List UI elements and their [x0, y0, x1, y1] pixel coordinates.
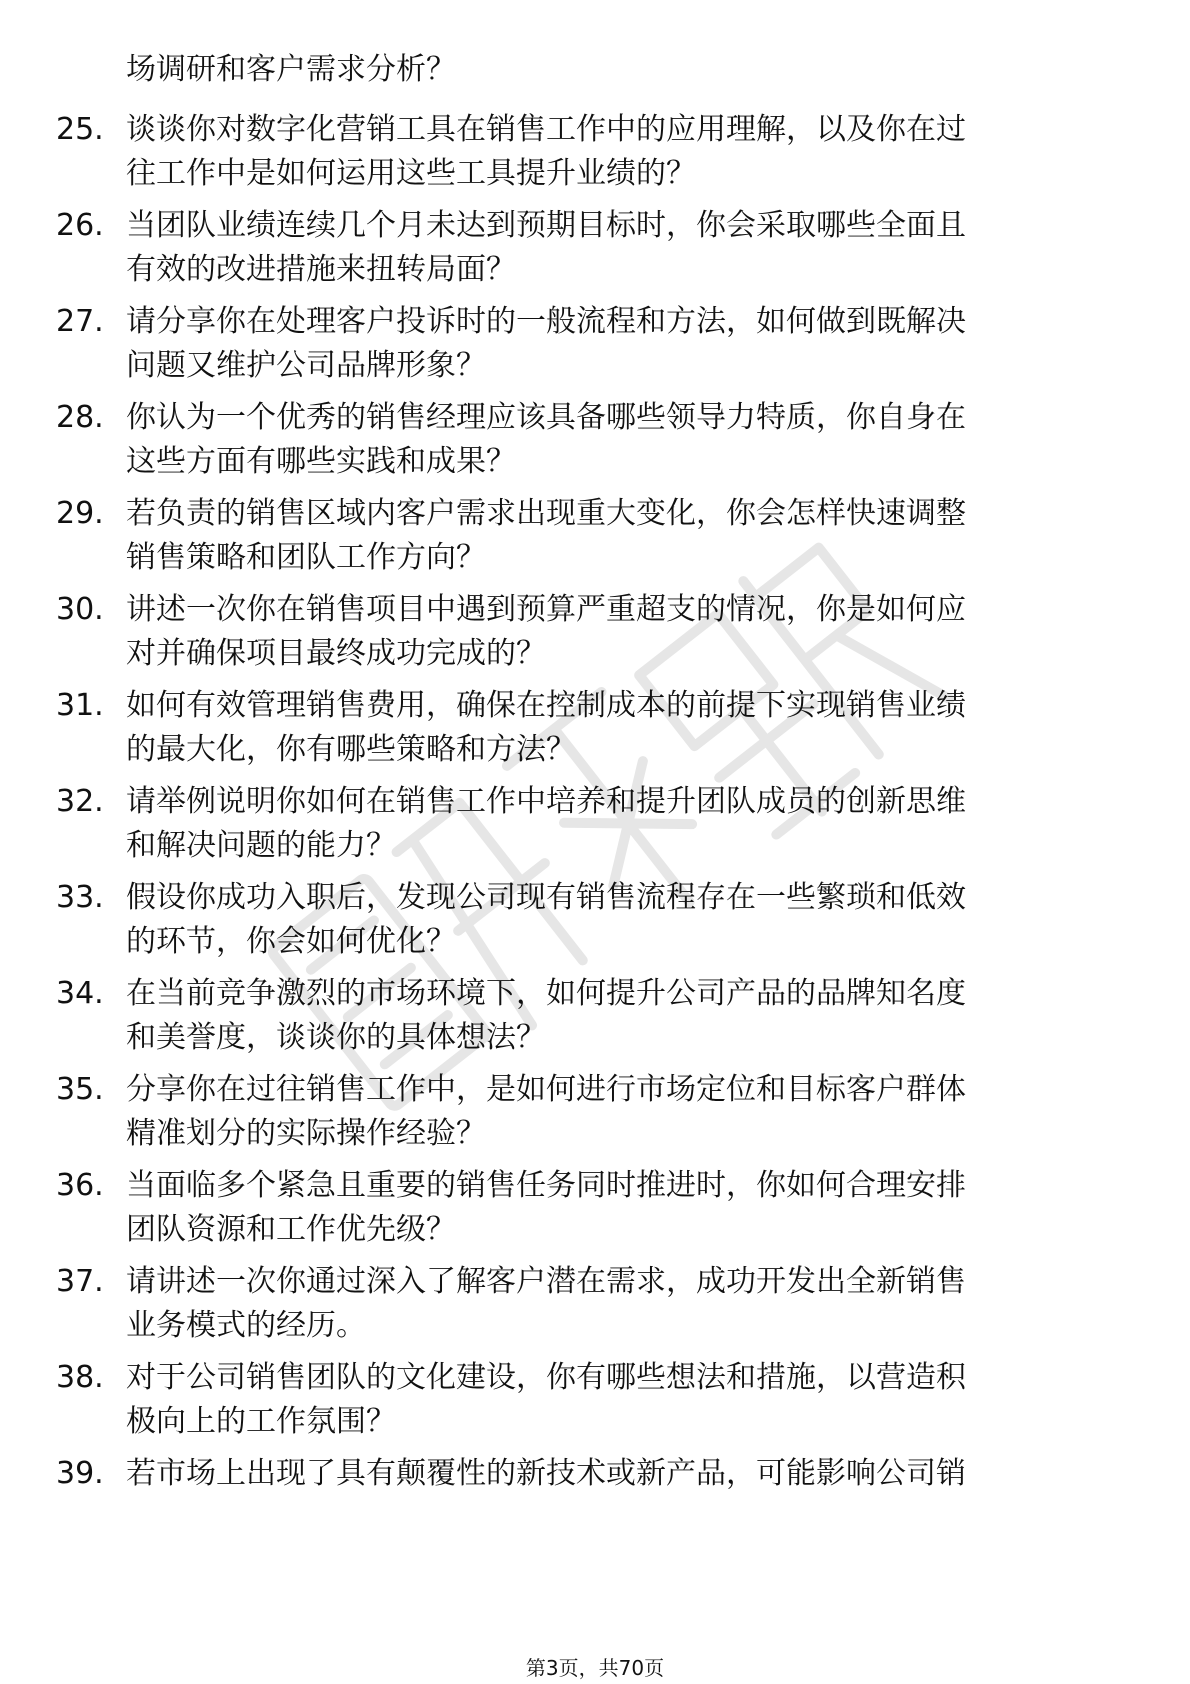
question-number: 37.: [56, 1264, 104, 1299]
question-text-line: 当面临多个紧急且重要的销售任务同时推进时，你如何合理安排: [126, 1168, 966, 1203]
question-text-line: 极向上的工作氛围？: [126, 1404, 396, 1439]
question-item: [0, 300, 1190, 396]
question-text-line: 和解决问题的能力？: [126, 828, 396, 863]
question-text-line: 请举例说明你如何在销售工作中培养和提升团队成员的创新思维: [126, 784, 966, 819]
question-text-line: 往工作中是如何运用这些工具提升业绩的？: [126, 156, 696, 191]
question-number: 27.: [56, 304, 104, 339]
question-number: 29.: [56, 496, 104, 531]
continuation-text: 场调研和客户需求分析？: [126, 52, 456, 87]
question-text-line: 当团队业绩连续几个月未达到预期目标时，你会采取哪些全面且: [126, 208, 966, 243]
question-text-line: 讲述一次你在销售项目中遇到预算严重超支的情况，你是如何应: [126, 592, 966, 627]
question-text-line: 有效的改进措施来扭转局面？: [126, 252, 516, 287]
question-number: 25.: [56, 112, 104, 147]
question-text-line: 业务模式的经历。: [126, 1308, 366, 1343]
question-item: [0, 972, 1190, 1068]
question-item: [0, 876, 1190, 972]
question-text-line: 问题又维护公司品牌形象？: [126, 348, 486, 383]
question-text-line: 的环节，你会如何优化？: [126, 924, 456, 959]
question-item: [0, 204, 1190, 300]
question-text-line: 若负责的销售区域内客户需求出现重大变化，你会怎样快速调整: [126, 496, 966, 531]
question-number: 32.: [56, 784, 104, 819]
question-item: [0, 1452, 1190, 1548]
question-item: [0, 1068, 1190, 1164]
question-text-line: 假设你成功入职后，发现公司现有销售流程存在一些繁琐和低效: [126, 880, 966, 915]
page-footer: 第3页，共70页: [525, 1656, 665, 1680]
question-item: [0, 780, 1190, 876]
question-item: [0, 1164, 1190, 1260]
question-number: 34.: [56, 976, 104, 1011]
question-item: [0, 396, 1190, 492]
question-item: [0, 588, 1190, 684]
question-number: 28.: [56, 400, 104, 435]
question-number: 30.: [56, 592, 104, 627]
question-number: 33.: [56, 880, 104, 915]
question-text-line: 的最大化，你有哪些策略和方法？: [126, 732, 576, 767]
question-item: [0, 108, 1190, 204]
question-item: [0, 1260, 1190, 1356]
question-text-line: 这些方面有哪些实践和成果？: [126, 444, 516, 479]
question-text-line: 谈谈你对数字化营销工具在销售工作中的应用理解，以及你在过: [126, 112, 966, 147]
question-number: 38.: [56, 1360, 104, 1395]
question-number: 35.: [56, 1072, 104, 1107]
question-item: [0, 492, 1190, 588]
question-text-line: 请分享你在处理客户投诉时的一般流程和方法，如何做到既解决: [126, 304, 966, 339]
question-text-line: 精准划分的实际操作经验？: [126, 1116, 486, 1151]
question-text-line: 团队资源和工作优先级？: [126, 1212, 456, 1247]
question-text-line: 对并确保项目最终成功完成的？: [126, 636, 546, 671]
question-text-line: 和美誉度，谈谈你的具体想法？: [126, 1020, 546, 1055]
question-number: 36.: [56, 1168, 104, 1203]
question-text-line: 你认为一个优秀的销售经理应该具备哪些领导力特质，你自身在: [126, 400, 966, 435]
question-number: 39.: [56, 1456, 104, 1491]
question-text-line: 若市场上出现了具有颠覆性的新技术或新产品，可能影响公司销: [126, 1456, 966, 1491]
question-item: [0, 1356, 1190, 1452]
question-number: 31.: [56, 688, 104, 723]
question-item: [0, 684, 1190, 780]
question-text-line: 对于公司销售团队的文化建设，你有哪些想法和措施，以营造积: [126, 1360, 966, 1395]
question-text-line: 在当前竞争激烈的市场环境下，如何提升公司产品的品牌知名度: [126, 976, 966, 1011]
question-number: 26.: [56, 208, 104, 243]
question-text-line: 如何有效管理销售费用，确保在控制成本的前提下实现销售业绩: [126, 688, 966, 723]
question-text-line: 销售策略和团队工作方向？: [126, 540, 486, 575]
question-text-line: 请讲述一次你通过深入了解客户潜在需求，成功开发出全新销售: [126, 1264, 966, 1299]
question-text-line: 分享你在过往销售工作中，是如何进行市场定位和目标客户群体: [126, 1072, 966, 1107]
